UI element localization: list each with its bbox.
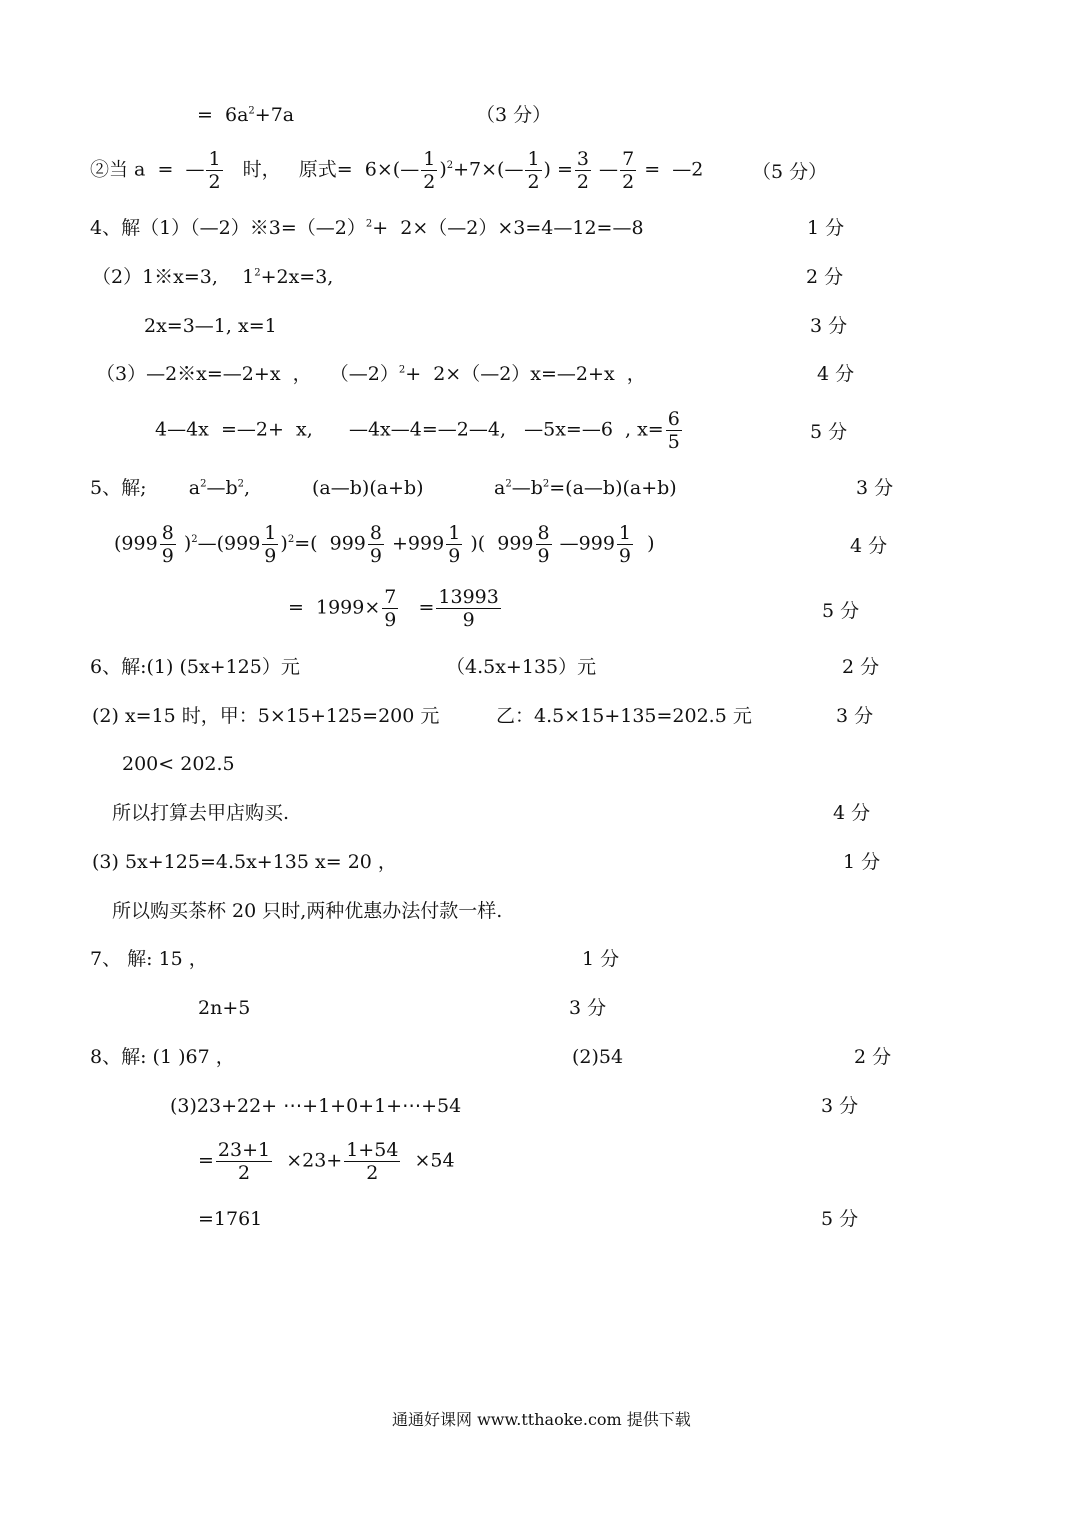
- line-12-score: 3 分: [836, 705, 874, 727]
- line-11-score: 2 分: [842, 656, 880, 678]
- line-2-expression: ②当 a = — $\frac{1}{2}$ 时， 原式= 6×(— $\frac{1}{2}$ )$^2$+7×(— $\frac{1}{2}$ ) = $\frac{3}{2}$ — $\frac{7}{2}$ = —2: [90, 148, 704, 193]
- fraction: $\frac{13993}{9}$: [438, 586, 499, 631]
- line-15-expression: (3) 5x+125=4.5x+135 x= 20 ，: [92, 851, 397, 873]
- line-20-expression: (3)23+22+ ⋯+1+0+1+⋯+54: [170, 1095, 462, 1117]
- line-10-expression: = 1999× $\frac{7}{9}$ = $\frac{13993}{9}$: [288, 586, 499, 631]
- line-20-score: 3 分: [821, 1095, 859, 1117]
- fraction: $\frac{8}{9}$: [161, 522, 174, 567]
- fraction: $\frac{1+54}{2}$: [346, 1139, 399, 1184]
- line-3-expression: 4、解（1）（—2）※3=（—2）$^2$+ 2×（—2）×3=4—12=—8: [90, 217, 644, 239]
- line-19-second: (2)54: [572, 1046, 624, 1068]
- line-14-conclusion: 所以打算去甲店购买.: [112, 802, 290, 824]
- line-17-expression: 7、 解: 15 ，: [90, 948, 208, 970]
- line-3-score: 1 分: [807, 217, 845, 239]
- line-11-expression: 6、解:(1) (5x+125）元: [90, 656, 300, 678]
- line-12-second: 乙：4.5×15+135=202.5 元: [496, 705, 752, 727]
- line-8-identity: $a^2—b^2=(a—b)(a+b)$: [494, 477, 677, 499]
- line-17-score: 1 分: [582, 948, 620, 970]
- line-22-result: =1761: [198, 1208, 263, 1230]
- line-11-second: （4.5x+135）元: [446, 656, 597, 678]
- line-9-expression: (999 $\frac{8}{9}$ )$^2$—(999 $\frac{1}{9}$ )$^2$=( 999 $\frac{8}{9}$ +999 $\frac{1}{9}$ )( 999 $\frac{8}{9}$ —999 $\frac{1}{9}$ ): [114, 522, 655, 567]
- line-1-score: （3 分）: [476, 104, 552, 126]
- line-8-factored: (a—b)(a+b): [312, 477, 424, 499]
- line-9-score: 4 分: [850, 535, 888, 557]
- line-10-score: 5 分: [822, 600, 860, 622]
- line-8-score: 3 分: [856, 477, 894, 499]
- fraction: $\frac{3}{2}$: [576, 148, 590, 193]
- line-14-score: 4 分: [833, 802, 871, 824]
- line-2-score: （5 分）: [752, 161, 828, 183]
- fraction: $\frac{1}{2}$: [208, 148, 221, 193]
- fraction: $\frac{1}{9}$: [264, 522, 277, 567]
- line-18-expression: 2n+5: [198, 997, 251, 1019]
- fraction: $\frac{8}{9}$: [537, 522, 550, 567]
- line-15-score: 1 分: [843, 851, 881, 873]
- line-22-score: 5 分: [821, 1208, 859, 1230]
- fraction: $\frac{7}{2}$: [622, 148, 635, 193]
- line-16-conclusion: 所以购买茶杯 20 只时,两种优惠办法付款一样.: [112, 900, 503, 922]
- fraction: $\frac{23+1}{2}$: [217, 1139, 271, 1184]
- line-12-expression: (2) x=15 时，甲：5×15+125=200 元: [92, 705, 440, 727]
- line-5-expression: 2x=3—1, x=1: [144, 315, 277, 337]
- fraction: $\frac{1}{9}$: [618, 522, 632, 567]
- line-6-score: 4 分: [817, 363, 855, 385]
- line-19-score: 2 分: [854, 1046, 892, 1068]
- line-7-score: 5 分: [810, 421, 848, 443]
- fraction: $\frac{1}{2}$: [423, 148, 436, 193]
- line-19-expression: 8、解: (1 )67 ，: [90, 1046, 235, 1068]
- line-6-expression: （3）—2※x=—2+x ， （—2）$^2$+ 2×（—2）x=—2+x ，: [96, 363, 646, 385]
- line-5-score: 3 分: [810, 315, 848, 337]
- line-1-expression: = $6a^2+7a$: [197, 104, 295, 126]
- fraction: $\frac{7}{9}$: [384, 586, 397, 631]
- line-8-expression: 5、解; $a^2—b^2$,: [90, 477, 251, 499]
- line-21-expression: = $\frac{23+1}{2}$ ×23+ $\frac{1+54}{2}$ ×54: [198, 1139, 455, 1184]
- fraction: $\frac{1}{2}$: [527, 148, 540, 193]
- line-13-expression: 200< 202.5: [122, 753, 235, 775]
- line-4-score: 2 分: [806, 266, 844, 288]
- line-18-score: 3 分: [569, 997, 607, 1019]
- fraction: $\frac{8}{9}$: [369, 522, 382, 567]
- line-4-expression: （2）1※x=3, $1^2+2x=3$,: [92, 266, 334, 288]
- line-7-expression: 4—4x =—2+ x, —4x—4=—2—4, —5x=—6 , x= $\frac{6}{5}$: [155, 408, 680, 453]
- page-footer: 通通好课网 www.tthaoke.com 提供下载: [392, 1410, 691, 1429]
- fraction: $\frac{1}{9}$: [448, 522, 461, 567]
- fraction: $\frac{6}{5}$: [667, 408, 680, 453]
